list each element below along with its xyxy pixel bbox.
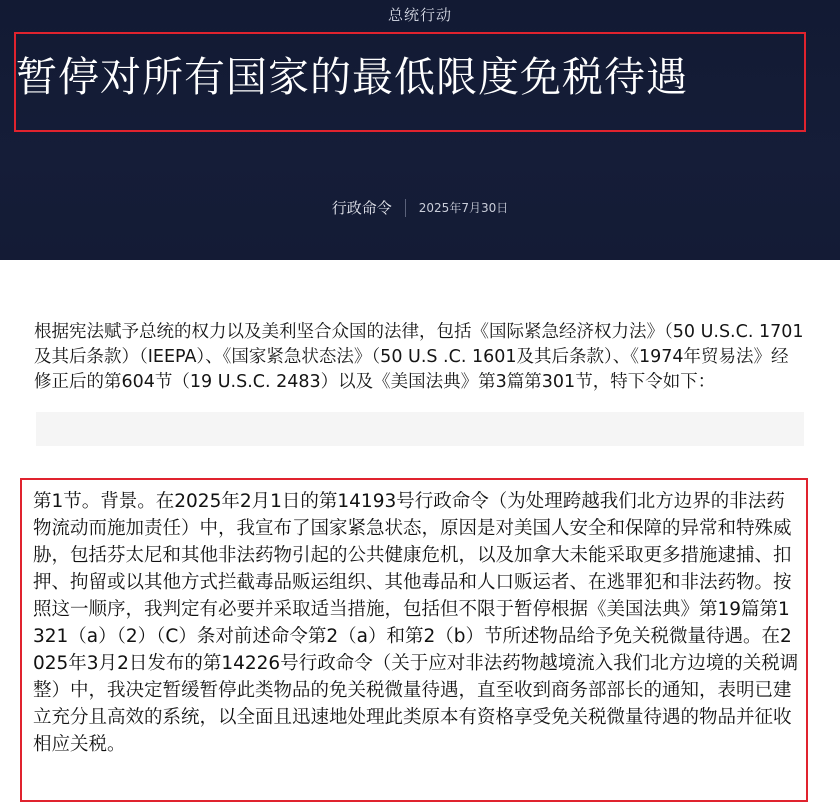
intro-paragraph: 根据宪法赋予总统的权力以及美利坚合众国的法律，包括《国际紧急经济权力法》（50 U.S.C. 1701及其后条款）（IEEPA）、《国家紧急状态法》（50 U.S .C. 1601及其后条款）、《1974年贸易法》经修正后的第604节（19 U.S.C. 2483）以及《美国法典》第3篇第301节，特下令如下： — [34, 322, 804, 392]
header-banner — [0, 0, 840, 260]
watermark-band — [36, 412, 804, 446]
publish-date: 2025年7月30日 — [418, 201, 509, 215]
meta-divider — [405, 199, 406, 217]
page-title: 暂停对所有国家的最低限度免税待遇 — [16, 53, 688, 101]
section-1-paragraph: 第1节。背景。在2025年2月1日的第14193号行政命令（为处理跨越我们北方边界的非法药物流动而施加责任）中，我宣布了国家紧急状态，原因是对美国人安全和保障的异常和特殊威胁，包括芬太尼和其他非法药物引起的公共健康危机，以及加拿大未能采取更多措施逮捕、扣押、拘留或以其他方式拦截毒品贩运组织、其他毒品和人口贩运者、在逃罪犯和非法药物。按照这一顺序，我判定有必要并采取适当措施，包括但不限于暂停根据《美国法典》第19篇第1321（a）（2）（C）条对前述命令第2（a）和第2（b）节所述物品给予免关税微量待遇。在2025年3月2日发布的第14226号行政命令（关于应对非法药物越境流入我们北方边境的关税调整）中，我决定暂缓暂停此类物品的免关税微量待遇，直至收到商务部部长的通知，表明已建立充分且高效的系统，以全面且迅速地处理此类原本有资格享受免关税微量待遇的物品并征收相应关税。 — [33, 491, 799, 755]
document-type[interactable]: 行政命令 — [331, 199, 392, 217]
document-meta — [0, 197, 840, 218]
category-label[interactable]: 总统行动 — [387, 6, 452, 24]
